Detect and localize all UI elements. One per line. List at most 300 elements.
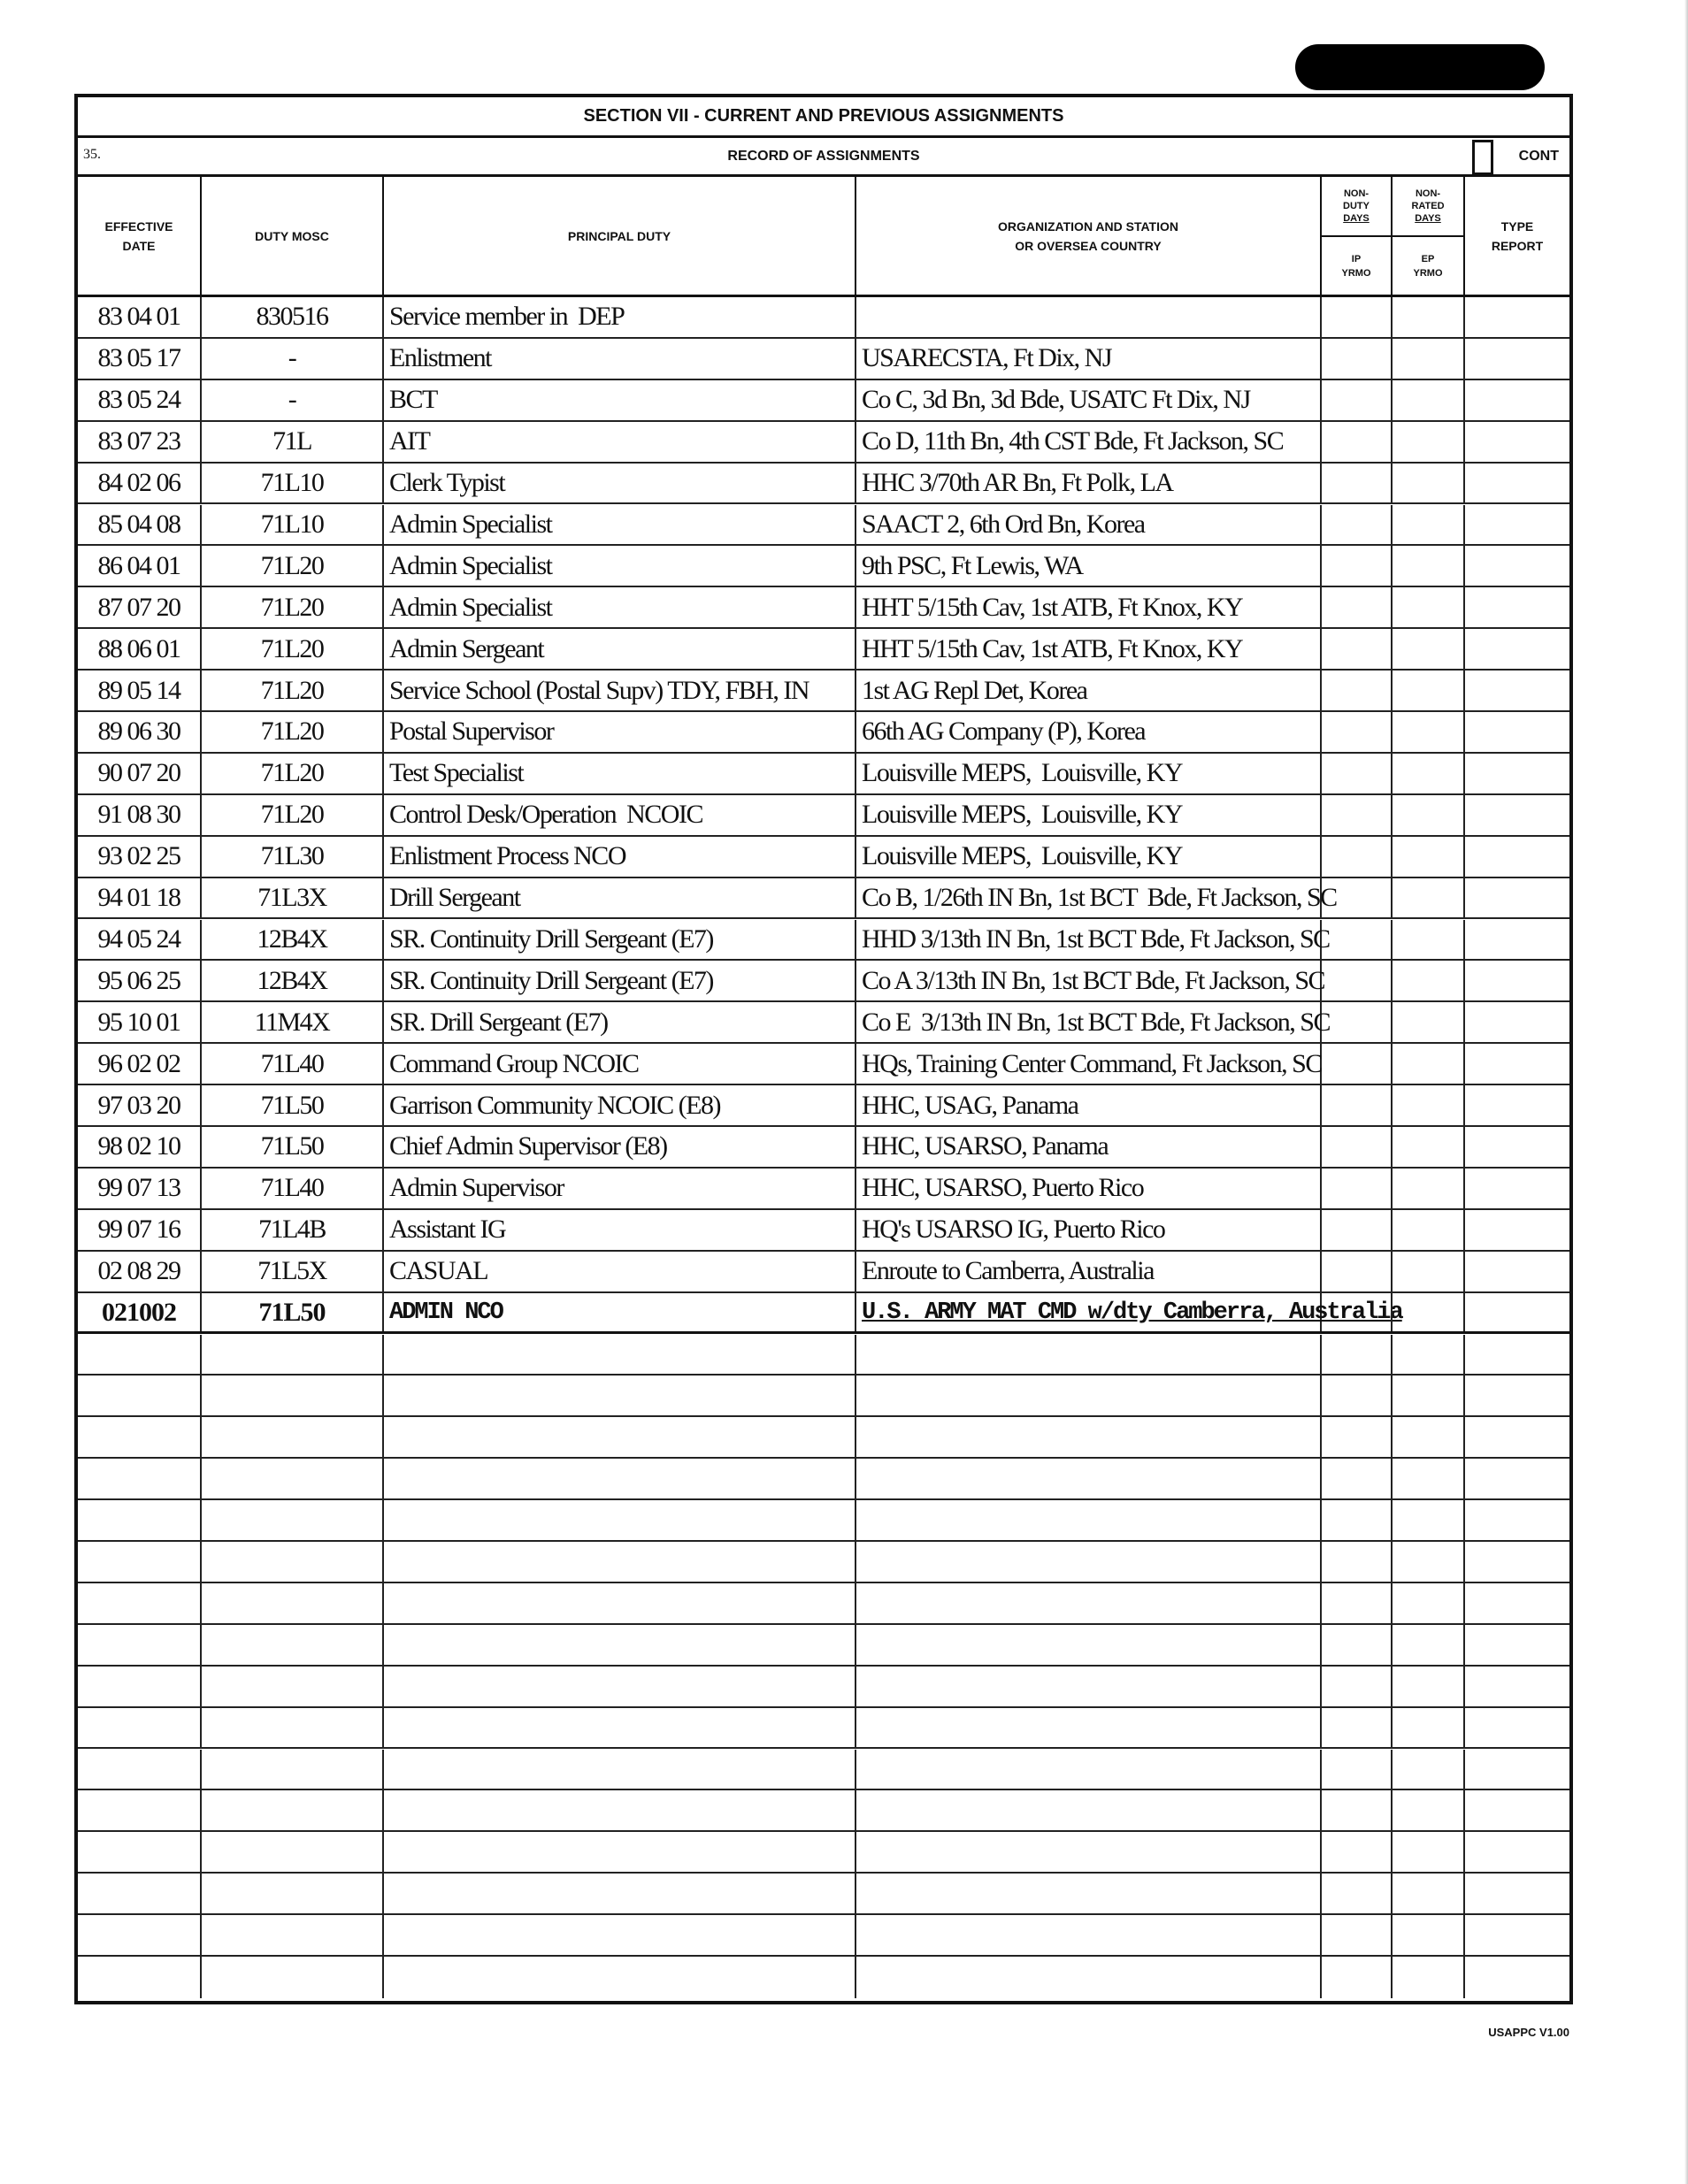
cell-principal-duty-text: CASUAL xyxy=(389,1256,488,1286)
cell-principal-duty xyxy=(384,1667,856,1706)
cell-duty-mosc-text: 71L10 xyxy=(260,468,324,498)
header-non-duty-days-top xyxy=(1322,177,1391,237)
cell-principal-duty-text: Drill Sergeant xyxy=(389,883,520,913)
cell-organization xyxy=(856,920,1330,960)
cell-effective-date xyxy=(78,1169,202,1208)
cell-ip-yrmo xyxy=(1322,837,1393,877)
header-non-duty-line1: NON- xyxy=(1343,188,1370,199)
cell-effective-date xyxy=(78,1459,202,1498)
scan-edge-shadow xyxy=(1684,0,1688,2184)
cell-ep-yrmo xyxy=(1393,1293,1465,1332)
cell-duty-mosc xyxy=(202,1459,384,1498)
empty-table-row xyxy=(78,1417,1569,1459)
cell-organization xyxy=(856,1542,1322,1582)
cell-principal-duty xyxy=(384,961,856,1000)
header-effective-date-line1: EFFECTIVE xyxy=(104,218,173,234)
cell-effective-date xyxy=(78,1832,202,1872)
cell-duty-mosc xyxy=(202,1750,384,1789)
cell-duty-mosc-text: 71L3X xyxy=(257,883,326,913)
cell-type-report xyxy=(1465,546,1569,586)
header-effective-date xyxy=(78,177,202,295)
cell-organization xyxy=(856,1957,1322,1998)
header-organization xyxy=(856,177,1322,295)
cell-principal-duty-text: Clerk Typist xyxy=(389,468,505,498)
assignments-form xyxy=(74,94,1573,2004)
cell-effective-date xyxy=(78,629,202,669)
header-non-duty-days xyxy=(1322,177,1393,295)
cell-principal-duty xyxy=(384,837,856,877)
header-duty-mosc: DUTY MOSC xyxy=(202,177,384,295)
cell-ip-yrmo xyxy=(1322,1335,1393,1375)
cell-principal-duty xyxy=(384,878,856,918)
cell-ep-yrmo xyxy=(1393,671,1465,710)
cell-ip-yrmo xyxy=(1322,920,1393,960)
cell-effective-date xyxy=(78,339,202,379)
cell-type-report xyxy=(1465,1085,1569,1125)
cell-organization xyxy=(856,629,1322,669)
cell-duty-mosc-text: 71L10 xyxy=(260,509,324,539)
cell-type-report xyxy=(1465,1169,1569,1208)
cell-effective-date xyxy=(78,920,202,960)
cell-organization-text: HHD 3/13th IN Bn, 1st BCT Bde, Ft Jackson, SC xyxy=(862,923,1330,954)
cell-ep-yrmo xyxy=(1393,422,1465,462)
table-row xyxy=(78,795,1569,837)
cell-principal-duty xyxy=(384,1085,856,1125)
cell-effective-date-text: 87 07 20 xyxy=(97,592,180,622)
cell-duty-mosc-text: 11M4X xyxy=(254,1007,330,1037)
cell-organization-text: HHC 3/70th AR Bn, Ft Polk, LA xyxy=(862,468,1173,498)
cell-effective-date-text: 83 07 23 xyxy=(97,426,180,456)
cell-effective-date-text: 97 03 20 xyxy=(97,1090,180,1120)
cell-organization-text: U.S. ARMY MAT CMD w/dty Camberra, Australia xyxy=(862,1299,1402,1326)
table-row xyxy=(78,629,1569,671)
cell-organization xyxy=(856,1459,1322,1498)
cell-organization-text: 1st AG Repl Det, Korea xyxy=(862,675,1087,705)
cell-ip-yrmo xyxy=(1322,1832,1393,1872)
cell-duty-mosc xyxy=(202,920,384,960)
cell-principal-duty-text: ADMIN NCO xyxy=(389,1299,503,1326)
cell-organization xyxy=(856,795,1322,835)
cell-principal-duty xyxy=(384,1708,856,1748)
cell-organization xyxy=(856,1500,1322,1540)
cell-type-report xyxy=(1465,1957,1569,1998)
cell-organization xyxy=(856,1417,1322,1457)
cell-ip-yrmo xyxy=(1322,1127,1393,1167)
table-row xyxy=(78,920,1569,962)
cell-effective-date-text: 99 07 13 xyxy=(97,1173,180,1203)
cell-effective-date xyxy=(78,1127,202,1167)
cell-duty-mosc xyxy=(202,339,384,379)
cell-effective-date xyxy=(78,1500,202,1540)
cell-duty-mosc-text: - xyxy=(288,385,296,415)
cont-checkbox[interactable] xyxy=(1472,140,1493,175)
cell-principal-duty-text: SR. Continuity Drill Sergeant (E7) xyxy=(389,923,713,954)
cell-type-report xyxy=(1465,1708,1569,1748)
empty-table-row xyxy=(78,1874,1569,1915)
cell-effective-date-text: 83 05 17 xyxy=(97,343,180,373)
cell-effective-date xyxy=(78,1542,202,1582)
cell-organization-text: HHT 5/15th Cav, 1st ATB, Ft Knox, KY xyxy=(862,633,1243,663)
cell-principal-duty-text: SR. Drill Sergeant (E7) xyxy=(389,1007,608,1037)
cell-ep-yrmo xyxy=(1393,795,1465,835)
cell-duty-mosc xyxy=(202,1169,384,1208)
cell-duty-mosc-text: 71L20 xyxy=(260,758,324,788)
cell-ip-yrmo xyxy=(1322,546,1393,586)
header-type-report-line2: REPORT xyxy=(1491,238,1544,253)
cell-principal-duty-text: Admin Supervisor xyxy=(389,1173,564,1203)
column-header-row xyxy=(78,177,1569,297)
header-non-rated-line3: DAYS xyxy=(1415,213,1441,224)
cell-effective-date xyxy=(78,1625,202,1665)
cell-type-report xyxy=(1465,1210,1569,1250)
table-row xyxy=(78,1002,1569,1044)
cell-duty-mosc xyxy=(202,1335,384,1375)
cell-duty-mosc xyxy=(202,1127,384,1167)
cell-ip-yrmo xyxy=(1322,1625,1393,1665)
table-row xyxy=(78,422,1569,464)
cell-type-report xyxy=(1465,505,1569,545)
cell-ip-yrmo xyxy=(1322,1542,1393,1582)
cell-duty-mosc xyxy=(202,464,384,503)
cell-principal-duty xyxy=(384,1625,856,1665)
cell-ip-yrmo xyxy=(1322,878,1393,918)
cell-organization xyxy=(856,878,1337,918)
cell-ep-yrmo xyxy=(1393,1459,1465,1498)
cell-principal-duty xyxy=(384,1500,856,1540)
empty-table-row xyxy=(78,1459,1569,1500)
cell-duty-mosc xyxy=(202,1002,384,1042)
cell-ip-yrmo xyxy=(1322,671,1393,710)
cell-principal-duty-text: Test Specialist xyxy=(389,758,524,788)
cell-organization xyxy=(856,754,1322,793)
cell-ip-yrmo xyxy=(1322,795,1393,835)
cell-type-report xyxy=(1465,1832,1569,1872)
cell-organization xyxy=(856,422,1322,462)
cell-ip-yrmo xyxy=(1322,1708,1393,1748)
cell-organization xyxy=(856,1210,1322,1250)
header-non-rated-days-top xyxy=(1393,177,1463,237)
cell-type-report xyxy=(1465,1750,1569,1789)
cell-ip-yrmo xyxy=(1322,339,1393,379)
cell-effective-date xyxy=(78,380,202,420)
cell-ep-yrmo xyxy=(1393,1376,1465,1415)
empty-table-row xyxy=(78,1667,1569,1708)
cell-ip-yrmo xyxy=(1322,1874,1393,1913)
cell-duty-mosc xyxy=(202,1957,384,1998)
cell-principal-duty xyxy=(384,1002,856,1042)
cell-effective-date xyxy=(78,1210,202,1250)
table-row xyxy=(78,339,1569,380)
cell-ip-yrmo xyxy=(1322,422,1393,462)
cell-principal-duty xyxy=(384,1417,856,1457)
cell-organization-text: HQs, Training Center Command, Ft Jackson, SC xyxy=(862,1048,1322,1078)
empty-table-row xyxy=(78,1915,1569,1957)
cell-ip-yrmo xyxy=(1322,1583,1393,1623)
cell-organization-text: Louisville MEPS, Louisville, KY xyxy=(862,800,1183,830)
table-row xyxy=(78,505,1569,547)
cell-ep-yrmo xyxy=(1393,1583,1465,1623)
cell-duty-mosc xyxy=(202,1252,384,1291)
cell-effective-date-text: 89 05 14 xyxy=(97,675,180,705)
cell-principal-duty xyxy=(384,1874,856,1913)
cell-ep-yrmo xyxy=(1393,1335,1465,1375)
cell-organization-text: 9th PSC, Ft Lewis, WA xyxy=(862,550,1083,580)
cell-type-report xyxy=(1465,1583,1569,1623)
cell-ip-yrmo xyxy=(1322,380,1393,420)
table-row xyxy=(78,587,1569,629)
cell-ip-yrmo xyxy=(1322,1169,1393,1208)
cell-effective-date-text: 02 08 29 xyxy=(97,1256,180,1286)
cell-ip-yrmo xyxy=(1322,1500,1393,1540)
cell-effective-date xyxy=(78,1957,202,1998)
table-row xyxy=(78,754,1569,795)
header-organization-line2: OR OVERSEA COUNTRY xyxy=(1015,238,1162,253)
cell-effective-date xyxy=(78,1750,202,1789)
cell-effective-date xyxy=(78,837,202,877)
cell-principal-duty xyxy=(384,1790,856,1830)
cell-duty-mosc xyxy=(202,878,384,918)
cell-principal-duty-text: Admin Specialist xyxy=(389,592,552,622)
cell-type-report xyxy=(1465,422,1569,462)
cell-principal-duty-text: Assistant IG xyxy=(389,1215,506,1245)
cell-ip-yrmo xyxy=(1322,1417,1393,1457)
cell-duty-mosc-text: 71L40 xyxy=(260,1048,324,1078)
cell-principal-duty-text: Chief Admin Supervisor (E8) xyxy=(389,1131,667,1161)
cell-organization xyxy=(856,339,1322,379)
cell-duty-mosc xyxy=(202,1044,384,1084)
cell-duty-mosc xyxy=(202,1583,384,1623)
empty-table-row xyxy=(78,1832,1569,1874)
cell-type-report xyxy=(1465,1127,1569,1167)
cell-duty-mosc xyxy=(202,1915,384,1955)
cell-duty-mosc xyxy=(202,1708,384,1748)
cell-type-report xyxy=(1465,754,1569,793)
cell-type-report xyxy=(1465,1459,1569,1498)
cell-principal-duty-text: Admin Specialist xyxy=(389,550,552,580)
table-row xyxy=(78,1252,1569,1293)
table-row xyxy=(78,380,1569,422)
table-row xyxy=(78,961,1569,1002)
cell-ip-yrmo xyxy=(1322,1085,1393,1125)
cell-duty-mosc xyxy=(202,1376,384,1415)
empty-table-row xyxy=(78,1750,1569,1791)
cell-ep-yrmo xyxy=(1393,1625,1465,1665)
cell-duty-mosc xyxy=(202,1500,384,1540)
cell-duty-mosc xyxy=(202,380,384,420)
cell-duty-mosc xyxy=(202,1667,384,1706)
cell-duty-mosc-text: 71L20 xyxy=(260,675,324,705)
cell-ep-yrmo xyxy=(1393,712,1465,752)
empty-table-row xyxy=(78,1542,1569,1583)
cell-organization xyxy=(856,671,1322,710)
header-non-duty-line3: DAYS xyxy=(1343,213,1370,224)
header-non-rated-line1: NON- xyxy=(1415,188,1441,199)
cell-duty-mosc xyxy=(202,505,384,545)
cell-principal-duty xyxy=(384,464,856,503)
cell-duty-mosc xyxy=(202,1417,384,1457)
cell-effective-date xyxy=(78,1583,202,1623)
cell-duty-mosc xyxy=(202,754,384,793)
cell-organization xyxy=(856,1750,1322,1789)
cell-ip-yrmo xyxy=(1322,1957,1393,1998)
cell-effective-date-text: 95 06 25 xyxy=(97,965,180,995)
cell-ip-yrmo xyxy=(1322,1002,1393,1042)
table-row xyxy=(78,837,1569,878)
cell-ep-yrmo xyxy=(1393,505,1465,545)
cell-principal-duty xyxy=(384,1335,856,1375)
cell-ip-yrmo xyxy=(1322,587,1393,627)
header-principal-duty: PRINCIPAL DUTY xyxy=(384,177,856,295)
cell-duty-mosc-text: 71L5X xyxy=(257,1256,326,1286)
cell-effective-date xyxy=(78,1085,202,1125)
cell-organization-text: 66th AG Company (P), Korea xyxy=(862,717,1146,747)
cell-ep-yrmo xyxy=(1393,1500,1465,1540)
cell-principal-duty xyxy=(384,505,856,545)
cell-duty-mosc xyxy=(202,671,384,710)
cell-duty-mosc-text: 71L20 xyxy=(260,592,324,622)
cell-ep-yrmo xyxy=(1393,961,1465,1000)
cell-duty-mosc-text: 71L20 xyxy=(260,633,324,663)
cell-principal-duty-text: Control Desk/Operation NCOIC xyxy=(389,800,702,830)
cell-principal-duty-text: Service School (Postal Supv) TDY, FBH, IN xyxy=(389,675,809,705)
cell-type-report xyxy=(1465,1625,1569,1665)
cell-ip-yrmo xyxy=(1322,1210,1393,1250)
header-ip-line2: YRMO xyxy=(1341,267,1371,279)
cell-effective-date xyxy=(78,297,202,337)
cell-ep-yrmo xyxy=(1393,1542,1465,1582)
cell-organization xyxy=(856,1708,1322,1748)
cell-type-report xyxy=(1465,712,1569,752)
cell-organization xyxy=(856,1252,1322,1291)
cell-ep-yrmo xyxy=(1393,1832,1465,1872)
cell-principal-duty xyxy=(384,380,856,420)
cell-effective-date-text: 83 04 01 xyxy=(97,302,180,332)
cell-principal-duty-text: Admin Sergeant xyxy=(389,633,544,663)
item-number: 35. xyxy=(83,147,101,162)
cell-ip-yrmo xyxy=(1322,1459,1393,1498)
cell-organization xyxy=(856,546,1322,586)
empty-table-row xyxy=(78,1376,1569,1417)
cell-organization xyxy=(856,297,1322,337)
cell-principal-duty-text: Command Group NCOIC xyxy=(389,1048,639,1078)
cell-duty-mosc xyxy=(202,1874,384,1913)
cell-ep-yrmo xyxy=(1393,1417,1465,1457)
cell-principal-duty xyxy=(384,671,856,710)
cell-organization-text: HHC, USAG, Panama xyxy=(862,1090,1078,1120)
cell-organization xyxy=(856,1915,1322,1955)
cell-duty-mosc-text: 71L20 xyxy=(260,717,324,747)
cell-duty-mosc-text: 71L40 xyxy=(260,1173,324,1203)
cell-ip-yrmo xyxy=(1322,1750,1393,1789)
redaction-mark xyxy=(1295,44,1545,90)
cell-organization xyxy=(856,464,1322,503)
cell-effective-date xyxy=(78,754,202,793)
cell-ep-yrmo xyxy=(1393,1044,1465,1084)
cell-principal-duty xyxy=(384,712,856,752)
record-title-row xyxy=(78,138,1569,177)
cell-ep-yrmo xyxy=(1393,878,1465,918)
cell-effective-date xyxy=(78,1915,202,1955)
cell-effective-date xyxy=(78,422,202,462)
cell-duty-mosc-text: 71L50 xyxy=(260,1090,324,1120)
cell-type-report xyxy=(1465,1667,1569,1706)
cell-ep-yrmo xyxy=(1393,1874,1465,1913)
cell-duty-mosc xyxy=(202,1625,384,1665)
cell-principal-duty xyxy=(384,1957,856,1998)
cell-ip-yrmo xyxy=(1322,961,1393,1000)
cell-duty-mosc xyxy=(202,837,384,877)
header-type-report-line1: TYPE xyxy=(1500,218,1534,234)
cell-effective-date xyxy=(78,1417,202,1457)
cell-ip-yrmo xyxy=(1322,1667,1393,1706)
cell-principal-duty-text: SR. Continuity Drill Sergeant (E7) xyxy=(389,965,713,995)
cell-ep-yrmo xyxy=(1393,1750,1465,1789)
header-ep-yrmo xyxy=(1393,237,1463,295)
cell-type-report xyxy=(1465,587,1569,627)
cell-principal-duty xyxy=(384,1583,856,1623)
cell-organization xyxy=(856,1667,1322,1706)
cell-organization-text: HHC, USARSO, Panama xyxy=(862,1131,1109,1161)
cell-organization xyxy=(856,1002,1331,1042)
cell-ep-yrmo xyxy=(1393,380,1465,420)
cell-effective-date xyxy=(78,587,202,627)
cell-principal-duty xyxy=(384,1252,856,1291)
cell-effective-date xyxy=(78,671,202,710)
table-row xyxy=(78,1127,1569,1169)
cell-duty-mosc-text: 71L xyxy=(272,426,311,456)
cell-ip-yrmo xyxy=(1322,1915,1393,1955)
table-row xyxy=(78,1044,1569,1085)
cell-ep-yrmo xyxy=(1393,1127,1465,1167)
cell-ip-yrmo xyxy=(1322,1790,1393,1830)
cell-duty-mosc xyxy=(202,546,384,586)
cell-organization-text: HHT 5/15th Cav, 1st ATB, Ft Knox, KY xyxy=(862,592,1243,622)
cell-organization xyxy=(856,961,1325,1000)
cell-effective-date-text: 98 02 10 xyxy=(97,1131,180,1161)
cell-effective-date-text: 85 04 08 xyxy=(97,509,180,539)
cont-label: CONT xyxy=(1518,149,1559,164)
cell-ep-yrmo xyxy=(1393,1667,1465,1706)
cell-principal-duty-text: Garrison Community NCOIC (E8) xyxy=(389,1090,720,1120)
cell-type-report xyxy=(1465,837,1569,877)
cell-principal-duty xyxy=(384,546,856,586)
cell-ip-yrmo xyxy=(1322,505,1393,545)
cell-ep-yrmo xyxy=(1393,754,1465,793)
cell-duty-mosc xyxy=(202,297,384,337)
cell-duty-mosc-text: 71L4B xyxy=(258,1215,326,1245)
cell-ep-yrmo xyxy=(1393,587,1465,627)
cell-effective-date xyxy=(78,961,202,1000)
cell-duty-mosc-text: - xyxy=(288,343,296,373)
cell-organization xyxy=(856,1583,1322,1623)
cell-type-report xyxy=(1465,795,1569,835)
cell-organization xyxy=(856,1127,1322,1167)
header-ep-line2: YRMO xyxy=(1413,267,1443,279)
cell-ip-yrmo xyxy=(1322,754,1393,793)
cell-effective-date xyxy=(78,1376,202,1415)
cell-duty-mosc-text: 71L20 xyxy=(260,800,324,830)
cell-type-report xyxy=(1465,1790,1569,1830)
cell-duty-mosc-text: 71L20 xyxy=(260,550,324,580)
cell-duty-mosc xyxy=(202,712,384,752)
cell-duty-mosc xyxy=(202,1790,384,1830)
header-effective-date-line2: DATE xyxy=(122,238,156,253)
table-row xyxy=(78,671,1569,712)
header-ip-line1: IP xyxy=(1351,253,1362,264)
cell-effective-date-text: 86 04 01 xyxy=(97,550,180,580)
section-title: SECTION VII - CURRENT AND PREVIOUS ASSIGNMENTS xyxy=(78,97,1569,138)
table-row xyxy=(78,878,1569,920)
